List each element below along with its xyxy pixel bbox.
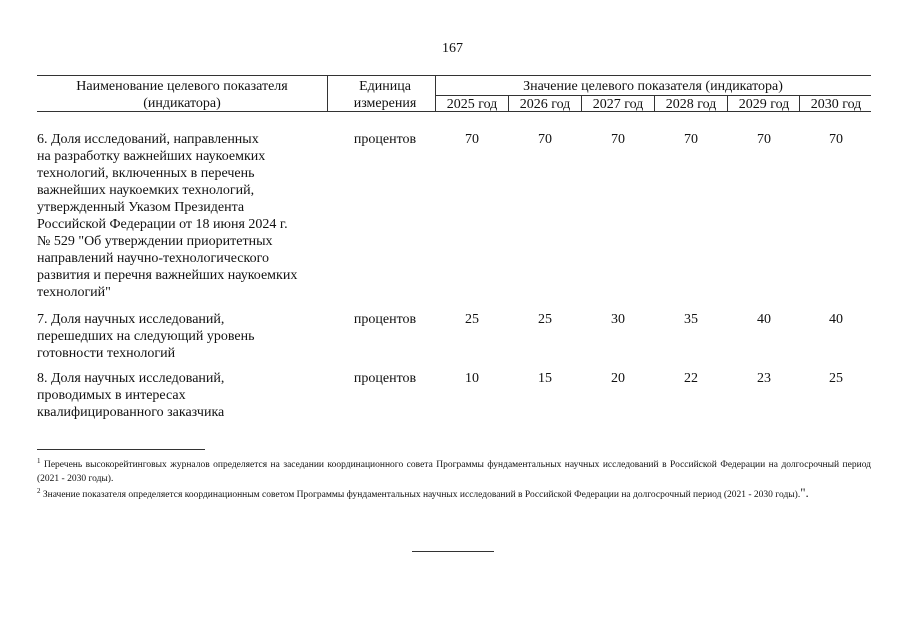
- row-8-value-2028: 22: [684, 371, 698, 386]
- row-7-value-2026: 25: [538, 312, 552, 327]
- name-line: на разработку важнейших наукоемких: [37, 149, 266, 164]
- page-number: 167: [442, 41, 463, 56]
- row-6-value-2025: 70: [465, 132, 479, 147]
- footnote-mark: 2: [37, 486, 41, 495]
- row-8-value-2026: 15: [538, 371, 552, 386]
- row-7-value-2028: 35: [684, 312, 698, 327]
- row-7-value-2027: 30: [611, 312, 625, 327]
- row-6-indicator-name: [37, 131, 337, 301]
- row-8-value-2030: 25: [829, 371, 843, 386]
- row-6-value-2027: 70: [611, 132, 625, 147]
- name-line: перешедших на следующий уровень: [37, 329, 255, 344]
- closing-quote: ".: [800, 485, 809, 500]
- row-8-unit: процентов: [353, 371, 417, 386]
- footnote-1: [37, 458, 871, 486]
- row-7-indicator-name: [37, 311, 337, 362]
- end-of-section-rule: [412, 551, 494, 552]
- name-line: утвержденный Указом Президента: [37, 200, 245, 215]
- header-indicator-name: Наименование целевого показателя (индикатора): [76, 79, 288, 111]
- name-line: развития и перечня важнейших наукоемких: [37, 268, 298, 283]
- header-year: 2025 год: [446, 97, 498, 112]
- row-8-value-2025: 10: [465, 371, 479, 386]
- footnote-text: Значение показателя определяется координационным советом Программы фундаментальных научных исследований в Российской Федерации на долгосрочный период (2021 - 2030 годы).: [42, 490, 801, 500]
- row-7-unit: процентов: [353, 312, 417, 327]
- footnote-mark: 1: [37, 456, 41, 465]
- header-target-value: Значение целевого показателя (индикатора): [523, 79, 783, 94]
- footnote-separator: [37, 449, 205, 450]
- row-7-value-2030: 40: [829, 312, 843, 327]
- row-6-value-2026: 70: [538, 132, 552, 147]
- header-year: 2026 год: [519, 97, 571, 112]
- name-line: технологий": [37, 285, 111, 300]
- name-line: направлений научно-технологического: [37, 251, 269, 266]
- name-line: 7. Доля научных исследований,: [37, 312, 225, 327]
- name-line: готовности технологий: [37, 346, 176, 361]
- header-year: 2030 год: [810, 97, 862, 112]
- row-6-value-2029: 70: [757, 132, 771, 147]
- row-8-indicator-name: [37, 370, 337, 421]
- row-8-value-2027: 20: [611, 371, 625, 386]
- footnote-text: Перечень высокорейтинговых журналов определяется на заседании координационного совета Программы фундаментальных научных исследований в Российской Федерации на долгосрочный период (2021 - 2030 годы).: [37, 460, 872, 484]
- row-6-unit: процентов: [353, 132, 417, 147]
- header-year: 2027 год: [592, 97, 644, 112]
- name-line: квалифицированного заказчика: [37, 405, 225, 420]
- row-7-value-2029: 40: [757, 312, 771, 327]
- name-line: важнейших наукоемких технологий,: [37, 183, 255, 198]
- row-6-value-2030: 70: [829, 132, 843, 147]
- row-6-value-2028: 70: [684, 132, 698, 147]
- name-line: 8. Доля научных исследований,: [37, 371, 225, 386]
- column-divider: [327, 75, 328, 111]
- name-line: проводимых в интересах: [37, 388, 186, 403]
- name-line: № 529 "Об утверждении приоритетных: [37, 234, 273, 249]
- name-line: Российской Федерации от 18 июня 2024 г.: [37, 217, 288, 232]
- name-line: технологий, включенных в перечень: [37, 166, 255, 181]
- row-8-value-2029: 23: [757, 371, 771, 386]
- header-year: 2029 год: [738, 97, 790, 112]
- header-unit: Единица измерения: [353, 79, 417, 111]
- header-year: 2028 год: [665, 97, 717, 112]
- row-7-value-2025: 25: [465, 312, 479, 327]
- footnote-2: [37, 486, 871, 502]
- table-top-rule: [37, 75, 871, 76]
- name-line: 6. Доля исследований, направленных: [37, 132, 259, 147]
